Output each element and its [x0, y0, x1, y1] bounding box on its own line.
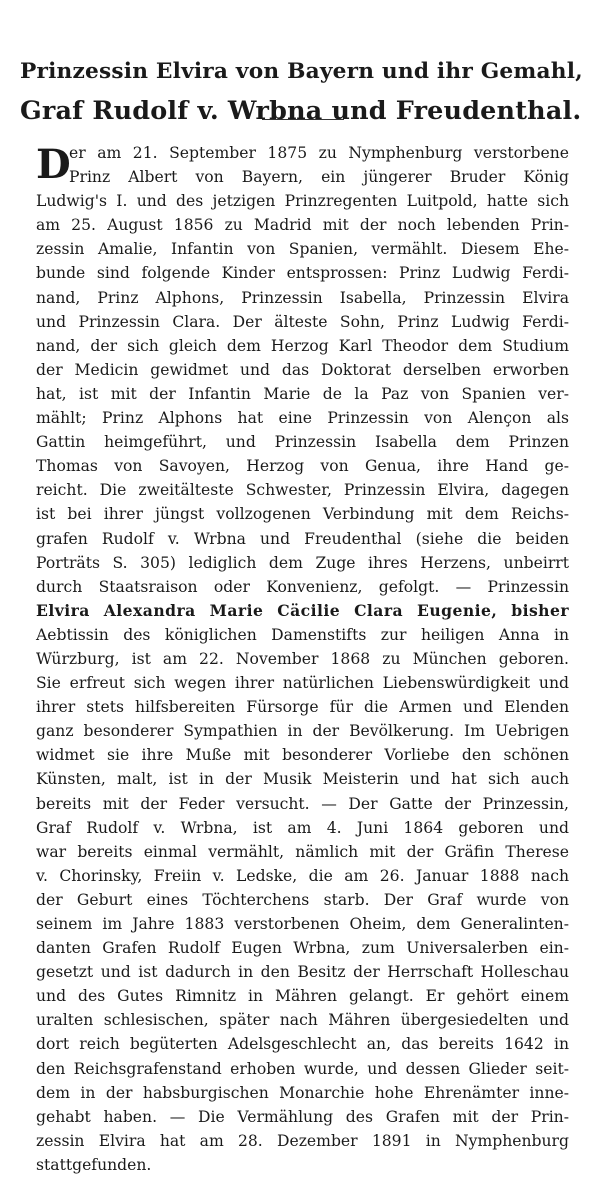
- text-line: und des Gutes Rimnitz in Mähren gelangt. Er gehört einem: [36, 987, 569, 1006]
- text-line: Ludwig's I. und des jetzigen Prinzregenten Luitpold, hatte sich: [36, 192, 569, 211]
- text-line: ganz besonderer Sympathien in der Bevölkerung. Im Uebrigen: [36, 722, 569, 741]
- text-line: den Reichsgrafenstand erhoben wurde, und dessen Glieder seit-: [36, 1059, 569, 1078]
- text-line: gehabt haben. — Die Vermählung des Grafen mit der Prin-: [36, 1107, 569, 1126]
- title-divider: [262, 119, 344, 120]
- text-line: bunde sind folgende Kinder entsprossen: Prinz Ludwig Ferdi-: [36, 264, 569, 283]
- text-line: Künsten, malt, ist in der Musik Meisterin und hat sich auch: [36, 770, 569, 789]
- text-line: Gattin heimgeführt, und Prinzessin Isabella dem Prinzen: [36, 433, 569, 452]
- text-line: dem in der habsburgischen Monarchie hohe Ehrenämter inne-: [36, 1083, 569, 1102]
- text-line: uralten schlesischen, später nach Mähren übergesiedelten und: [36, 1011, 569, 1030]
- text-line: danten Grafen Rudolf Eugen Wrbna, zum Universalerben ein-: [36, 939, 569, 958]
- text-line: Würzburg, ist am 22. November 1868 zu München geboren.: [36, 649, 569, 668]
- title-line: Graf Rudolf v. Wrbna und Freudenthal.: [20, 94, 582, 125]
- text-line: nand, Prinz Alphons, Prinzessin Isabella, Prinzessin Elvira: [36, 288, 569, 307]
- text-line: widmet sie ihre Muße mit besonderer Vorliebe den schönen: [36, 746, 569, 765]
- text-line-emphasized: Elvira Alexandra Marie Cäcilie Clara Eugenie, bisher: [36, 600, 569, 620]
- text-line: am 25. August 1856 zu Madrid mit der noch lebenden Prin-: [36, 216, 569, 235]
- text-line: reicht. Die zweitälteste Schwester, Prinzessin Elvira, dagegen: [36, 481, 569, 500]
- text-line: stattgefunden.: [36, 1155, 152, 1174]
- text-line: dort reich begüterten Adelsgeschlecht an, das bereits 1642 in: [36, 1035, 569, 1054]
- text-line: seinem im Jahre 1883 verstorbenen Oheim, dem Generalinten-: [36, 915, 569, 933]
- text-line: und Prinzessin Clara. Der älteste Sohn, Prinz Ludwig Ferdi-: [36, 312, 569, 331]
- text-line: Sie erfreut sich wegen ihrer natürlichen Liebenswürdigkeit und: [36, 674, 569, 693]
- text-line: zessin Elvira hat am 28. Dezember 1891 in Nymphenburg: [36, 1131, 569, 1150]
- text-line: der Geburt eines Töchterchens starb. Der Graf wurde von: [36, 890, 569, 909]
- text-line: Aebtissin des königlichen Damenstifts zur heiligen Anna in: [36, 625, 569, 644]
- text-line: Porträts S. 305) lediglich dem Zuge ihres Herzens, unbeirrt: [36, 553, 569, 572]
- text-line: v. Chorinsky, Freiin v. Ledske, die am 26. Januar 1888 nach: [36, 866, 569, 885]
- drop-cap: D: [36, 141, 71, 188]
- text-line: ist bei ihrer jüngst vollzogenen Verbindung mit dem Reichs-: [36, 505, 569, 524]
- text-line: gesetzt und ist dadurch in den Besitz der Herrschaft Holleschau: [36, 963, 569, 982]
- text-line: durch Staatsraison oder Konvenienz, gefolgt. — Prinzessin: [36, 577, 569, 596]
- title-line: Prinzessin Elvira von Bayern und ihr Gemahl,: [20, 58, 583, 84]
- text-line: ihrer stets hilfsbereiten Fürsorge für die Armen und Elenden: [36, 698, 569, 717]
- text-line: grafen Rudolf v. Wrbna und Freudenthal (siehe die beiden: [36, 529, 569, 548]
- text-line: er am 21. September 1875 zu Nymphenburg verstorbene: [69, 144, 569, 162]
- text-line: Prinz Albert von Bayern, ein jüngerer Bruder König: [69, 168, 569, 187]
- text-line: hat, ist mit der Infantin Marie de la Paz von Spanien ver-: [36, 384, 569, 403]
- text-line: zessin Amalie, Infantin von Spanien, vermählt. Diesem Ehe-: [36, 240, 569, 259]
- article-body: [36, 141, 569, 1177]
- text-line: bereits mit der Feder versucht. — Der Gatte der Prinzessin,: [36, 794, 569, 813]
- text-line: der Medicin gewidmet und das Doktorat derselben erworben: [36, 360, 569, 379]
- text-line: Graf Rudolf v. Wrbna, ist am 4. Juni 1864 geboren und: [36, 818, 569, 837]
- text-line: mählt; Prinz Alphons hat eine Prinzessin von Alençon als: [36, 409, 569, 428]
- text-line: war bereits einmal vermählt, nämlich mit der Gräfin Therese: [36, 842, 569, 861]
- text-line: nand, der sich gleich dem Herzog Karl Theodor dem Studium: [36, 336, 569, 355]
- text-line: Thomas von Savoyen, Herzog von Genua, ihre Hand ge-: [36, 457, 569, 476]
